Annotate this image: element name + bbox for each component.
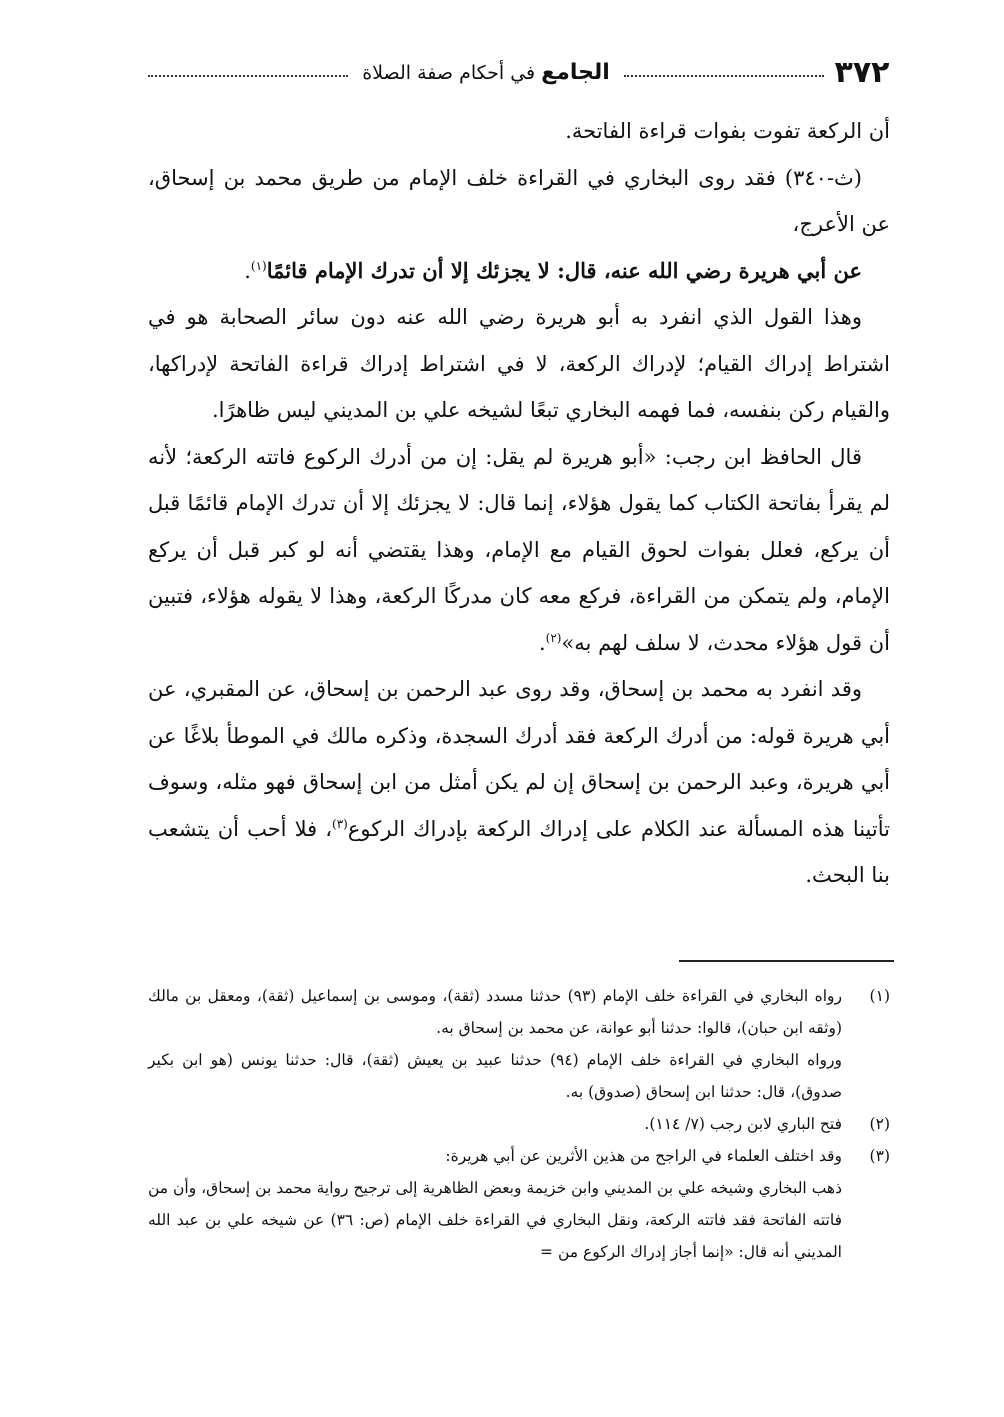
footnote-number: (١) [869,987,890,1005]
page-number: ٣٧٢ [834,54,890,90]
paragraph-5-end: . [538,630,546,655]
footnote-ref-2: (٢) [545,630,562,645]
paragraph-2: (ث-٣٤٠) فقد روى البخاري في القراءة خلف الإمام من طريق محمد بن إسحاق، عن الأعرج، [148,165,890,236]
header-dotted-leader-left [148,75,348,77]
main-text [148,108,890,899]
paragraph-6 [148,666,890,899]
footnote-line: فتح الباري لابن رجب (٧/ ١١٤). [644,1115,842,1133]
footnote-3 [148,1140,890,1268]
book-title-strong: الجامع [541,59,610,85]
footnote-ref-1: (١) [250,258,267,273]
ibn-rajab-quote: قال الحافظ ابن رجب: «أبو هريرة لم يقل: إن من أدرك الركوع فاتته الركعة؛ لأنه لم يقرأ بفاتحة الكتاب كما يقول هؤلاء، إنما قال: لا يجزئك إلا أن تدرك الإمام قائمًا قبل أن يركع، فعلل بفوات لحوق القيام مع الإمام، وهذا يقتضي أنه لو كبر قبل أن يركع الإمام، ولم يتمكن من القراءة، فركع معه كان مدركًا الركعة، وهذا لا يقوله هؤلاء، فتبين أن قول هؤلاء محدث، لا سلف لهم به» [148,444,890,655]
paragraph-1: أن الركعة تفوت بفوات قراءة الفاتحة. [565,119,890,143]
header-dotted-leader-right [624,75,824,77]
paragraph-4: وهذا القول الذي انفرد به أبو هريرة رضي الله عنه دون سائر الصحابة هو في اشتراط إدراك القيام؛ لإدراك الركعة، لا في اشتراط إدراك قراءة الفاتحة لإدراكها، والقيام ركن بنفسه، فما فهمه البخاري تبعًا لشيخه علي بن المديني ليس ظاهرًا. [148,305,890,422]
footnote-line: وقد اختلف العلماء في الراجح من هذين الأثرين عن أبي هريرة: [445,1147,842,1165]
running-header [140,48,892,96]
footnote-number: (٢) [869,1115,890,1133]
book-title-rest: في أحكام صفة الصلاة [362,61,536,84]
footnote-body [148,1140,842,1268]
footnote-number: (٣) [869,1147,890,1165]
book-title [356,60,616,85]
paragraph-6-end: ، فلا أحب أن يتشعب بنا البحث. [148,816,890,887]
footnote-separator [679,960,894,962]
footnote-2 [148,1108,890,1140]
footnote-1 [148,980,890,1108]
footnote-body [148,980,842,1108]
hadith-text: عن أبي هريرة رضي الله عنه، قال: لا يجزئك إلا أن تدرك الإمام قائمًا [266,257,862,283]
footnotes [148,980,890,1268]
footnote-body [148,1108,842,1140]
paragraph-3 [148,248,890,295]
paragraph-6-text: وقد انفرد به محمد بن إسحاق، وقد روى عبد الرحمن بن إسحاق، عن المقبري، عن أبي هريرة قوله: من أدرك الركعة فقد أدرك السجدة، وذكره مالك في الموطأ بلاغًا عن أبي هريرة، وعبد الرحمن بن إسحاق إن لم يكن أمثل من ابن إسحاق فهو مثله، وسوف تأتينا هذه المسألة عند الكلام على إدراك الركعة بإدراك الركوع [148,677,890,841]
footnote-ref-3: (٣) [332,816,348,831]
footnote-line: ذهب البخاري وشيخه علي بن المديني وابن خزيمة وبعض الظاهرية إلى ترجيح رواية محمد بن إسحاق، وأن من فاتته الفاتحة فقد فاتته الركعة، ونقل البخاري في القراءة خلف الإمام (ص: ٣٦) عن شيخه علي بن عبد الله المديني أنه قال: «إنما أجاز إدراك الركوع من = [148,1179,842,1261]
paragraph-3-end: . [244,258,251,283]
footnote-line: رواه البخاري في القراءة خلف الإمام (٩٣) حدثنا مسدد (ثقة)، وموسى بن إسماعيل (ثقة)، ومعقل بن مالك (وثقه ابن حبان)، قالوا: حدثنا أبو عوانة، عن محمد بن إسحاق به. [148,987,842,1037]
footnote-line: ورواه البخاري في القراءة خلف الإمام (٩٤) حدثنا عبيد بن يعيش (ثقة)، قال: حدثنا يونس (هو ابن بكير صدوق)، قال: حدثنا ابن إسحاق (صدوق) به. [148,1051,842,1101]
paragraph-5 [148,434,890,667]
